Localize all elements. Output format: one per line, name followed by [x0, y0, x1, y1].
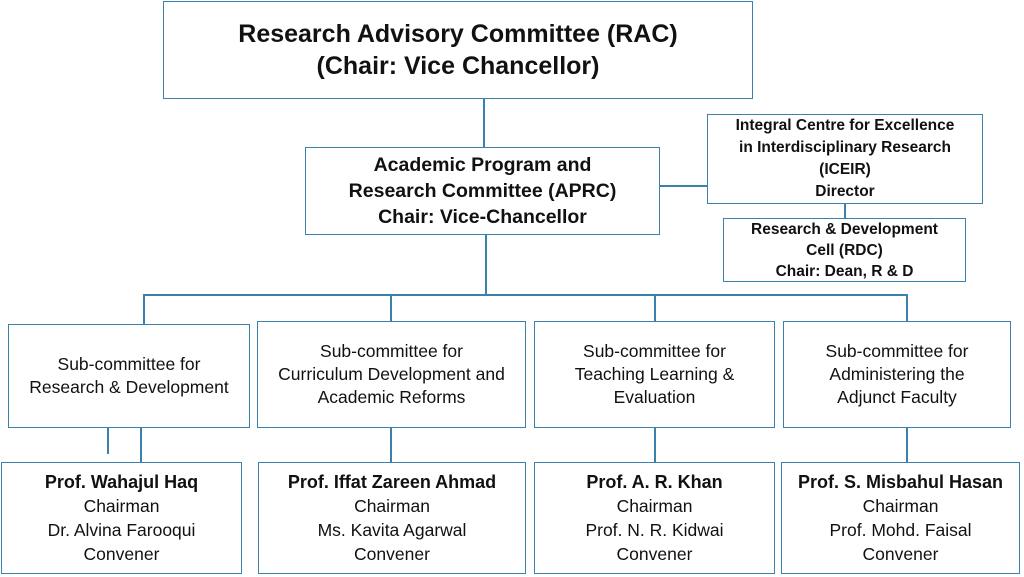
connector-sub-2-member [390, 428, 392, 462]
chairman-role: Chairman [354, 496, 430, 516]
rdc-line-2: Cell (RDC) [806, 241, 883, 259]
iceir-line-2: in Interdisciplinary Research [739, 139, 951, 156]
connector-bus [143, 294, 908, 296]
connector-bus-sub-1 [143, 294, 145, 324]
connector-aprc-iceir [659, 185, 708, 187]
subcommittee-teaching-learning [534, 321, 775, 428]
subcommittee-line: Administering the [829, 364, 965, 384]
iceir-line-1: Integral Centre for Excellence [735, 117, 955, 134]
rdc-chair: Chair: Dean, R & D [775, 262, 914, 280]
member-box-curriculum-development [258, 462, 526, 574]
connector-bus-sub-2 [390, 294, 392, 322]
subcommittee-line: Curriculum Development and [278, 364, 505, 384]
rac-box [163, 1, 753, 99]
chairman-role: Chairman [862, 496, 939, 516]
connector-iceir-rdc [844, 203, 846, 219]
convener-name: Dr. Alvina Farooqui [47, 520, 196, 540]
convener-name: Prof. Mohd. Faisal [829, 520, 972, 540]
aprc-title-line-2: Research Committee (APRC) [348, 180, 617, 202]
convener-role: Convener [616, 544, 693, 564]
chairman-name: Prof. Iffat Zareen Ahmad [287, 472, 497, 492]
connector-sub-1-member-b [140, 426, 142, 462]
connector-rac-aprc [483, 99, 485, 147]
connector-sub-3-member [654, 428, 656, 462]
subcommittee-adjunct-faculty [783, 321, 1011, 428]
connector-bus-sub-4 [906, 294, 908, 322]
subcommittee-line: Sub-committee for [825, 341, 969, 361]
member-box-teaching-learning [534, 462, 775, 574]
subcommittee-line: Academic Reforms [317, 387, 466, 407]
iceir-box [707, 114, 983, 204]
convener-role: Convener [862, 544, 939, 564]
chairman-role: Chairman [616, 496, 693, 516]
subcommittee-line: Sub-committee for [57, 354, 201, 374]
subcommittee-line: Sub-committee for [583, 341, 726, 361]
rdc-box [723, 218, 966, 282]
chairman-name: Prof. A. R. Khan [586, 472, 723, 492]
subcommittee-line: Adjunct Faculty [837, 387, 957, 407]
connector-sub-4-member [906, 428, 908, 462]
subcommittee-line: Research & Development [29, 377, 229, 397]
chairman-role: Chairman [83, 496, 160, 516]
aprc-box [305, 147, 660, 235]
connector-sub-1-member-a [107, 426, 109, 454]
member-box-adjunct-faculty [781, 462, 1020, 574]
subcommittee-research-development [8, 324, 250, 428]
subcommittee-curriculum-development [257, 321, 526, 428]
convener-role: Convener [83, 544, 160, 564]
chairman-name: Prof. S. Misbahul Hasan [797, 472, 1004, 492]
convener-role: Convener [354, 544, 430, 564]
rac-title: Research Advisory Committee (RAC) [238, 20, 678, 48]
subcommittee-line: Evaluation [613, 387, 696, 407]
rac-chair: (Chair: Vice Chancellor) [316, 52, 600, 80]
subcommittee-line: Teaching Learning & [574, 364, 735, 384]
convener-name: Prof. N. R. Kidwai [585, 520, 724, 540]
aprc-chair: Chair: Vice-Chancellor [378, 206, 587, 228]
subcommittee-line: Sub-committee for [320, 341, 463, 361]
rdc-line-1: Research & Development [751, 220, 938, 238]
member-box-research-development [1, 462, 242, 574]
aprc-title-line-1: Academic Program and [373, 154, 592, 176]
iceir-director: Director [815, 183, 875, 200]
iceir-line-3: (ICEIR) [819, 161, 871, 178]
connector-aprc-bus [485, 235, 487, 295]
chairman-name: Prof. Wahajul Haq [44, 472, 199, 492]
convener-name: Ms. Kavita Agarwal [317, 520, 467, 540]
connector-bus-sub-3 [654, 294, 656, 322]
